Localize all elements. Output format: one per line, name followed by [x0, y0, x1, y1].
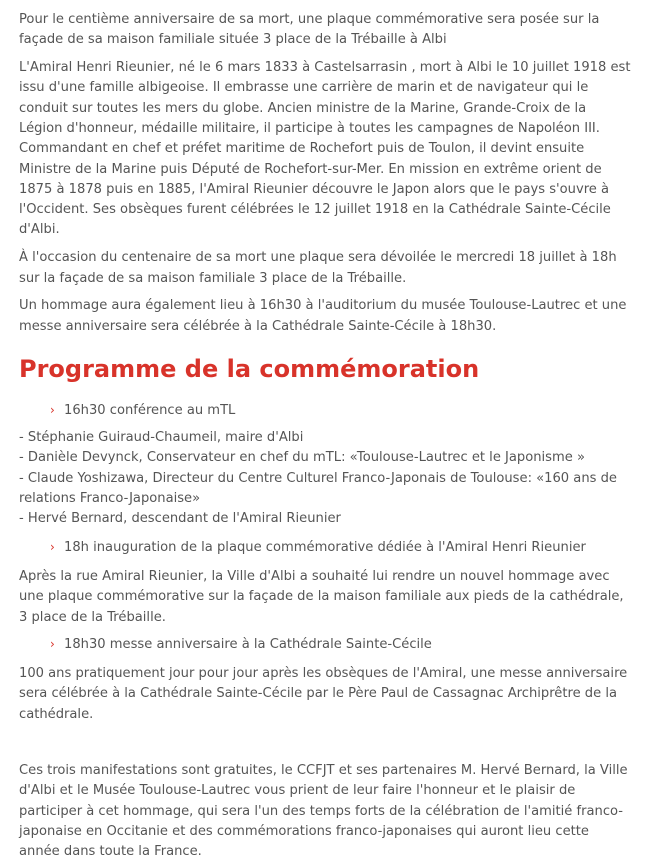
- biography-paragraph: L'Amiral Henri Rieunier, né le 6 mars 1833 à Castelsarrasin , mort à Albi le 10 juillet 1918 est issu d'une famille albigeoise. Il embrasse une carrière de marin et de navigateur qui le conduit sur toutes les mers du globe. Ancien ministre de la Marine, Grande-Croix de la Légion d'honneur, médaille militaire, il participe à toutes les campagnes de Napoléon III. Commandant en chef et préfet maritime de Rochefort puis de Toulon, il devint ensuite Ministre de la Marine puis Député de Rochefort-sur-Mer. En mission en extrême orient de 1875 à 1878 puis en 1885, l'Amiral Rieunier découvre le Japon alors que le pays s'ouvre à l'Occident. Ses obsèques furent célébrées le 12 juillet 1918 en la Cathédrale Sainte-Cécile d'Albi.: [19, 60, 631, 238]
- programme-item-mass: [50, 634, 432, 655]
- programme-item-label: 16h30 conférence au mTL: [64, 403, 236, 418]
- programme-item-conference: [50, 400, 235, 421]
- tribute-paragraph: Un hommage aura également lieu à 16h30 à l'auditorium du musée Toulouse-Lautrec et une messe anniversaire sera célébrée à la Cathédrale Sainte-Cécile à 18h30.: [19, 298, 627, 334]
- speaker-line: - Hervé Bernard, descendant de l'Amiral Rieunier: [19, 511, 341, 527]
- chevron-right-icon: ›: [50, 540, 55, 554]
- inauguration-paragraph: Après la rue Amiral Rieunier, la Ville d'Albi a souhaité lui rendre un nouvel hommage avec une plaque commémorative sur la façade de la maison familiale aux pieds de la cathédrale, 3 place de la Trébaille.: [19, 569, 624, 625]
- programme-item-label: 18h30 messe anniversaire à la Cathédrale Sainte-Cécile: [64, 637, 432, 652]
- speaker-list: [19, 428, 631, 529]
- chevron-right-icon: ›: [50, 403, 55, 417]
- chevron-right-icon: ›: [50, 637, 55, 651]
- programme-heading: Programme de la commémoration: [19, 355, 480, 383]
- intro-paragraph: Pour le centième anniversaire de sa mort, une plaque commémorative sera posée sur la façade de sa maison familiale située 3 place de la Trébaille à Albi: [19, 12, 600, 48]
- speaker-line: - Danièle Devynck, Conservateur en chef du mTL: «Toulouse-Lautrec et le Japonisme »: [19, 450, 585, 466]
- unveiling-paragraph: À l'occasion du centenaire de sa mort une plaque sera dévoilée le mercredi 18 juillet à 18h sur la façade de sa maison familiale 3 place de la Trébaille.: [19, 250, 617, 286]
- speaker-line: - Claude Yoshizawa, Directeur du Centre Culturel Franco-Japonais de Toulouse: «160 ans de relations Franco-Japonaise»: [19, 470, 617, 506]
- closing-paragraph: Ces trois manifestations sont gratuites, le CCFJT et ses partenaires M. Hervé Bernard, la Ville d'Albi et le Musée Toulouse-Lautrec vous prient de leur faire l'honneur et le plaisir de participer à cet hommage, qui sera l'un des temps forts de la célébration de l'amitié franco-japonaise en Occitanie et des commémorations franco-japonaises qui auront lieu cette année dans toute la France.: [19, 763, 628, 860]
- mass-paragraph: 100 ans pratiquement jour pour jour après les obsèques de l'Amiral, une messe anniversaire sera célébrée à la Cathédrale Sainte-Cécile par le Père Paul de Cassagnac Archiprêtre de la cathédrale.: [19, 666, 628, 722]
- programme-item-label: 18h inauguration de la plaque commémorative dédiée à l'Amiral Henri Rieunier: [64, 540, 586, 555]
- programme-item-inauguration: [50, 537, 586, 558]
- speaker-line: - Stéphanie Guiraud-Chaumeil, maire d'Albi: [19, 430, 304, 445]
- intro-paragraphs: [19, 10, 631, 337]
